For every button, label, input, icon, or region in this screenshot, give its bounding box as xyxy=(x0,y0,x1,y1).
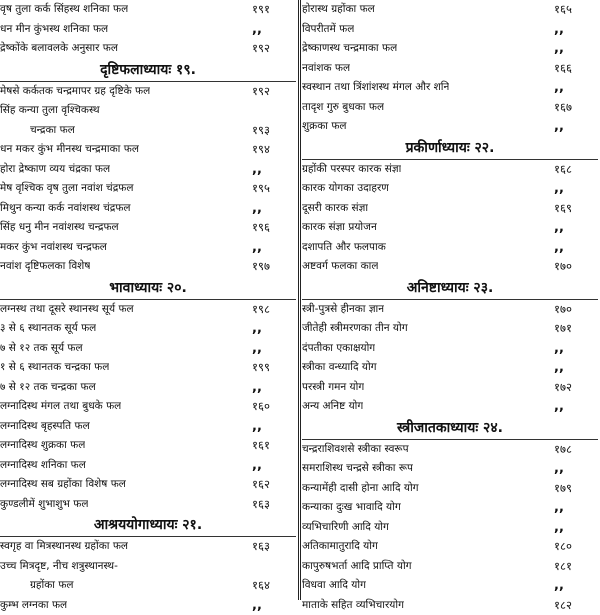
page-number: १६७ xyxy=(554,98,590,118)
index-entry xyxy=(0,199,296,219)
entry-text: लग्नस्थ तथा दूसरे स्थानस्थ सूर्य फल xyxy=(0,300,134,320)
index-entry xyxy=(302,339,598,359)
entry-text: समराशिस्थ चन्द्रसे स्त्रीका रूप xyxy=(302,459,413,479)
index-entry xyxy=(302,557,598,577)
entry-text: ग्रहोंकी परस्पर कारक संज्ञा xyxy=(302,160,401,180)
page-number: १६१ xyxy=(252,436,288,456)
index-entry xyxy=(0,358,296,378)
index-entry xyxy=(302,257,598,277)
entry-text: उच्च मित्रदृष्ट, नीच शत्रुस्थानस्थ- xyxy=(0,557,118,577)
index-entry xyxy=(0,121,296,141)
page-number: १९२ xyxy=(252,39,288,59)
index-entry xyxy=(0,378,296,398)
index-entry xyxy=(302,378,598,398)
page-number: ,, xyxy=(252,378,288,398)
page-number: १८१ xyxy=(554,557,590,577)
page-number: १९८ xyxy=(252,300,288,320)
index-entry xyxy=(302,358,598,378)
entry-text: लग्नादिस्थ सब ग्रहोंका विशेष फल xyxy=(0,475,126,495)
index-entry xyxy=(302,300,598,320)
entry-text: चन्द्रराशिवशसे स्त्रीका स्वरूप xyxy=(302,440,409,460)
chapter-heading xyxy=(302,277,598,300)
entry-text: दंपतीका एकाक्षयोग xyxy=(302,339,375,359)
page-number: १६५ xyxy=(554,0,590,20)
index-entry xyxy=(0,218,296,238)
entry-text: कन्यामेंही दासी होना आदि योग xyxy=(302,479,419,499)
entry-text: द्रेष्कोंके बलावलके अनुसार फल xyxy=(0,39,118,59)
index-entry xyxy=(302,98,598,118)
index-entry xyxy=(0,475,296,495)
index-entry xyxy=(0,257,296,277)
index-entry xyxy=(0,339,296,359)
chapter-heading xyxy=(0,59,296,82)
entry-text: लग्नादिस्थ मंगल तथा बुधके फल xyxy=(0,397,121,417)
page-number: १७९ xyxy=(554,479,590,499)
entry-text: मेषसे कर्कतक चन्द्रमापर ग्रह दृष्टिके फल xyxy=(0,82,150,102)
page-number: १९४ xyxy=(252,140,288,160)
index-entry xyxy=(302,459,598,479)
chapter-title: आश्रययोगाध्यायः २१. xyxy=(0,514,296,536)
index-entry xyxy=(302,596,598,615)
entry-text: स्त्रीका वन्ध्यादि योग xyxy=(302,358,377,378)
entry-text: तादृश गुरु बुधका फल xyxy=(302,98,384,118)
index-entry xyxy=(0,596,296,615)
entry-text: मेष वृश्चिक वृष तुला नवांश चंद्रफल xyxy=(0,179,134,199)
index-entry xyxy=(0,319,296,339)
index-entry xyxy=(0,82,296,102)
index-entry xyxy=(302,179,598,199)
entry-text: कुण्डलीमें शुभाशुभ फल xyxy=(0,495,88,515)
page-number: ,, xyxy=(554,358,590,378)
entry-text: कापुरुषभर्ता आदि प्राप्ति योग xyxy=(302,557,412,577)
entry-text: कारक संज्ञा प्रयोजन xyxy=(302,218,377,238)
entry-text: १ से ६ स्थानतक चन्द्रका फल xyxy=(0,358,109,378)
page-number: ,, xyxy=(554,39,590,59)
page-number: ,, xyxy=(554,397,590,417)
index-entry xyxy=(0,238,296,258)
page-number: ,, xyxy=(252,456,288,476)
chapter-title: प्रकीर्णाध्यायः २२. xyxy=(302,137,598,159)
entry-text: अतिकामातुरादि योग xyxy=(302,537,378,557)
page-number: ,, xyxy=(252,319,288,339)
page-number: १९२ xyxy=(252,82,288,102)
entry-text: दशापति और फलपाक xyxy=(302,238,386,258)
page-number: १६३ xyxy=(252,495,288,515)
entry-text: लग्नादिस्थ शुक्रका फल xyxy=(0,436,85,456)
index-entry xyxy=(302,518,598,538)
index-entry xyxy=(302,78,598,98)
page-number: ,, xyxy=(554,518,590,538)
page-number: १६० xyxy=(252,397,288,417)
page-number: १९७ xyxy=(252,257,288,277)
index-entry xyxy=(302,319,598,339)
page-number: ,, xyxy=(252,417,288,437)
index-entry xyxy=(0,537,296,557)
page-number: १६३ xyxy=(252,537,288,557)
index-entry xyxy=(0,179,296,199)
chapter-title: अनिष्टाध्यायः २३. xyxy=(302,277,598,299)
page-number: ,, xyxy=(252,160,288,180)
page-number: १७० xyxy=(554,300,590,320)
index-entry xyxy=(302,397,598,417)
index-entry xyxy=(302,218,598,238)
index-entry xyxy=(0,20,296,40)
entry-text: स्वगृह वा मित्रस्थानस्थ ग्रहोंका फल xyxy=(0,537,128,557)
entry-text: माताके सहित व्यभिचारयोग xyxy=(302,596,404,615)
index-entry xyxy=(0,456,296,476)
entry-text: वृष तुला कर्क सिंहस्थ शनिका फल xyxy=(0,0,128,20)
entry-text: स्त्री-पुत्रसे हीनका ज्ञान xyxy=(302,300,384,320)
page-number: ,, xyxy=(554,117,590,137)
entry-text: नवांशक फल xyxy=(302,59,350,79)
page-number: १७१ xyxy=(554,319,590,339)
entry-text: मकर कुंभ नवांशस्थ चन्द्रफल xyxy=(0,238,107,258)
page-number: ,, xyxy=(252,199,288,219)
index-entry xyxy=(302,576,598,596)
entry-text: व्यभिचारिणी आदि योग xyxy=(302,518,389,538)
page-number: ,, xyxy=(554,576,590,596)
index-entry xyxy=(302,537,598,557)
entry-text: ग्रहोंका फल xyxy=(30,576,74,596)
index-entry xyxy=(302,199,598,219)
entry-text: चन्द्रका फल xyxy=(30,121,75,141)
page-number: ,, xyxy=(554,20,590,40)
left-column xyxy=(0,0,296,600)
entry-text: स्वस्थान तथा त्रिंशांशस्थ मंगल और शनि xyxy=(302,78,449,98)
entry-text: धन मीन कुंभस्थ शनिका फल xyxy=(0,20,108,40)
entry-text: कुम्भ लग्नका फल xyxy=(0,596,67,615)
index-entry xyxy=(302,479,598,499)
page-number: १९१ xyxy=(252,0,288,20)
index-entry xyxy=(302,0,598,20)
page-number: ,, xyxy=(554,339,590,359)
page-number: १९५ xyxy=(252,179,288,199)
page-number: १६६ xyxy=(554,59,590,79)
page-number: ,, xyxy=(252,339,288,359)
index-entry xyxy=(302,39,598,59)
entry-text: द्रेष्काणस्थ चन्द्रमाका फल xyxy=(302,39,397,59)
index-entry xyxy=(0,557,296,577)
index-entry xyxy=(0,417,296,437)
entry-text: लग्नादिस्थ बृहस्पति फल xyxy=(0,417,90,437)
index-entry xyxy=(302,117,598,137)
chapter-heading xyxy=(302,137,598,160)
index-entry xyxy=(0,39,296,59)
page-number: १९६ xyxy=(252,218,288,238)
entry-text: अष्टवर्ग फलका काल xyxy=(302,257,378,277)
entry-text: मिथुन कन्या कर्क नवांशस्थ चंद्रफल xyxy=(0,199,131,219)
page-number: १७२ xyxy=(554,378,590,398)
chapter-heading xyxy=(0,514,296,537)
page-number: ,, xyxy=(554,78,590,98)
chapter-title: दृष्टिफलाध्यायः १९. xyxy=(0,59,296,81)
page-number: ,, xyxy=(554,218,590,238)
index-entry xyxy=(0,436,296,456)
entry-text: होरास्थ ग्रहोंका फल xyxy=(302,0,375,20)
page-number: ,, xyxy=(554,238,590,258)
chapter-title: स्त्रीजातकाध्यायः २४. xyxy=(302,417,598,439)
index-entry xyxy=(0,140,296,160)
entry-text: जीतेही स्त्रीमरणका तीन योग xyxy=(302,319,408,339)
index-entry xyxy=(0,495,296,515)
entry-text: कारक योगका उदाहरण xyxy=(302,179,389,199)
page-number: ,, xyxy=(252,596,288,615)
page-number: ,, xyxy=(252,238,288,258)
entry-text: दूसरी कारक संज्ञा xyxy=(302,199,368,219)
page-number: १६८ xyxy=(554,160,590,180)
entry-text: विधवा आदि योग xyxy=(302,576,366,596)
index-entry xyxy=(0,0,296,20)
page-number: १८० xyxy=(554,537,590,557)
entry-text: धन मकर कुंभ मीनस्थ चन्द्रमाका फल xyxy=(0,140,139,160)
index-entry xyxy=(302,59,598,79)
index-entry xyxy=(302,498,598,518)
page-number: १६४ xyxy=(252,576,288,596)
index-entry xyxy=(0,576,296,596)
page-number: ,, xyxy=(554,179,590,199)
index-entry xyxy=(0,101,296,121)
index-entry xyxy=(302,440,598,460)
entry-text: ७ से १२ तक सूर्य फल xyxy=(0,339,83,359)
entry-text: सिंह धनु मीन नवांशस्थ चन्द्रफल xyxy=(0,218,119,238)
entry-text: कन्याका दुःख भावादि योग xyxy=(302,498,401,518)
index-entry xyxy=(0,300,296,320)
page-number: ,, xyxy=(554,459,590,479)
page-number: १७८ xyxy=(554,440,590,460)
index-entry xyxy=(0,160,296,180)
page-number: १८२ xyxy=(554,596,590,615)
chapter-heading xyxy=(0,277,296,300)
entry-text: नवांश दृष्टिफलका विशेष xyxy=(0,257,90,277)
page-number: १६९ xyxy=(554,199,590,219)
page-number: १९९ xyxy=(252,358,288,378)
index-entry xyxy=(302,160,598,180)
entry-text: ३ से ६ स्थानतक सूर्य फल xyxy=(0,319,96,339)
index-entry xyxy=(0,397,296,417)
entry-text: ७ से १२ तक चन्द्रका फल xyxy=(0,378,96,398)
entry-text: विपरीतमें फल xyxy=(302,20,354,40)
chapter-heading xyxy=(302,417,598,440)
entry-text: होरा द्रेष्काण व्यय चंद्रका फल xyxy=(0,160,110,180)
page-number: १६२ xyxy=(252,475,288,495)
page-number: १९३ xyxy=(252,121,288,141)
column-divider xyxy=(298,0,301,600)
page-number: ,, xyxy=(554,498,590,518)
right-column xyxy=(302,0,598,600)
index-entry xyxy=(302,20,598,40)
entry-text: लग्नादिस्थ शनिका फल xyxy=(0,456,86,476)
page-number: ,, xyxy=(252,20,288,40)
entry-text: सिंह कन्या तुला वृश्चिकस्थ xyxy=(0,101,100,121)
index-entry xyxy=(302,238,598,258)
page-number: १७० xyxy=(554,257,590,277)
chapter-title: भावाध्यायः २०. xyxy=(0,277,296,299)
entry-text: अन्य अनिष्ट योग xyxy=(302,397,363,417)
entry-text: शुक्रका फल xyxy=(302,117,347,137)
entry-text: परस्त्री गमन योग xyxy=(302,378,364,398)
